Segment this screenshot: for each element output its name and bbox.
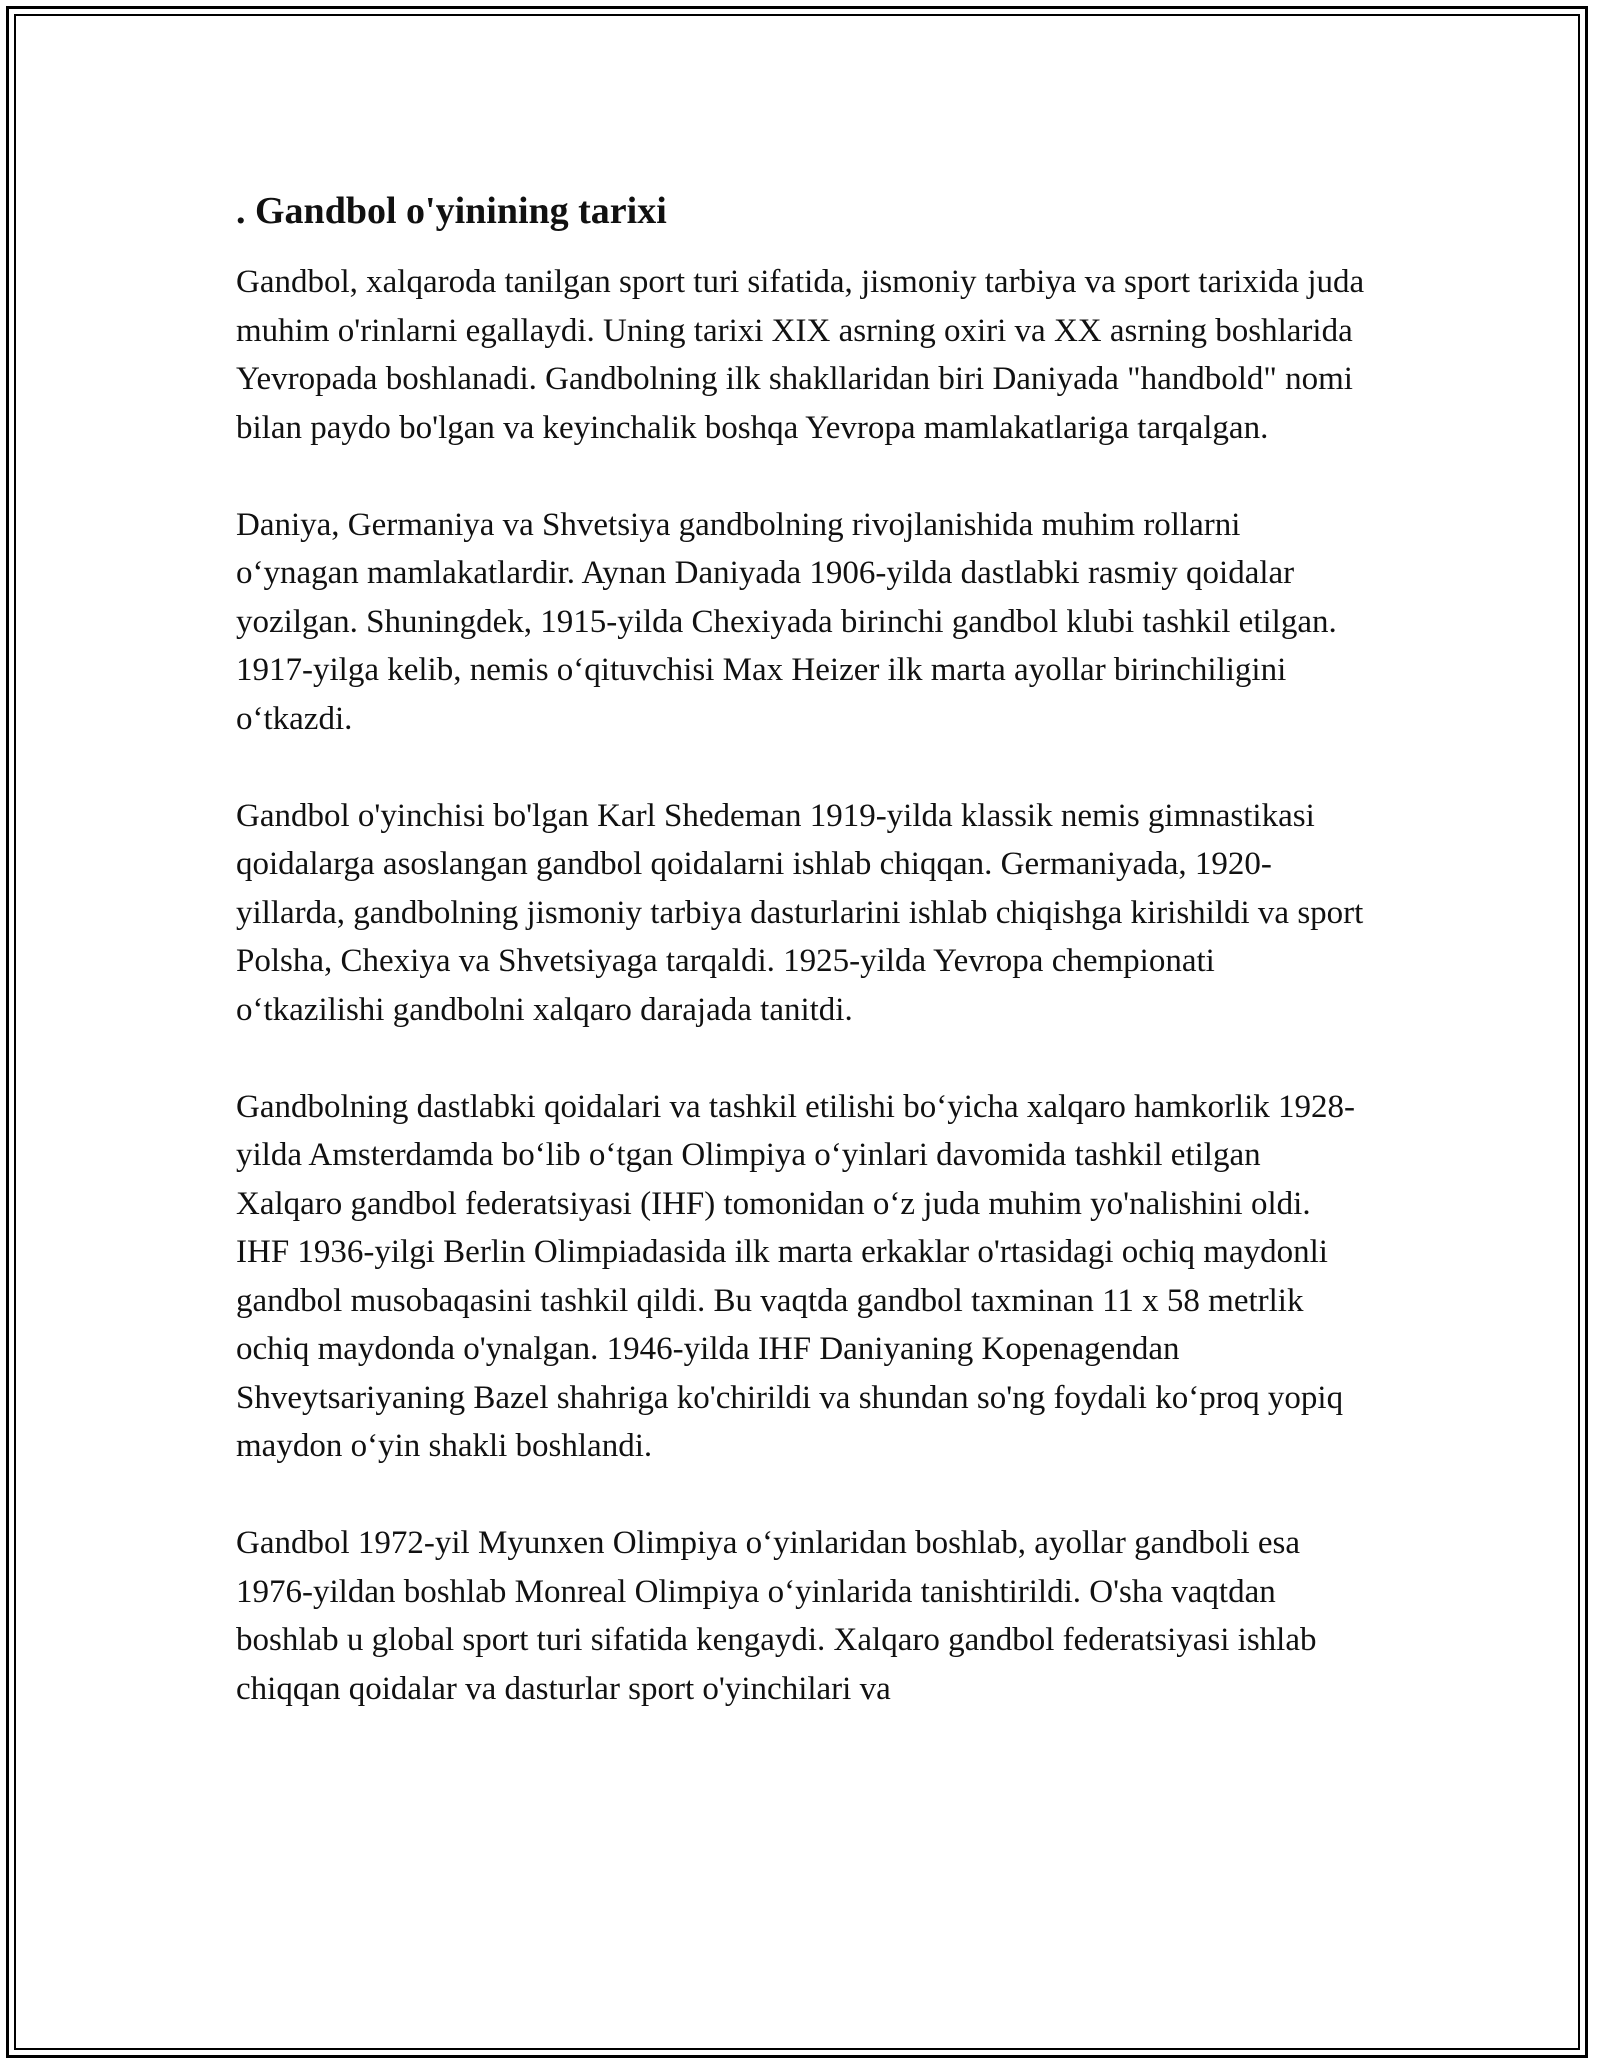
- paragraph-early-countries: Daniya, Germaniya va Shvetsiya gandbolning rivojlanishida muhim rollarni o‘ynagan mamlakatlardir. Aynan Daniyada 1906-yilda dastlabki rasmiy qoidalar yozilgan. Shuningdek, 1915-yilda Chexiyada birinchi gandbol klubi tashkil etilgan. 1917-yilga kelib, nemis o‘qituvchisi Max Heizer ilk marta ayollar birinchiligini o‘tkazdi.: [236, 506, 1337, 737]
- paragraph-rules-development: Gandbol o'yinchisi bo'lgan Karl Shedeman 1919-yilda klassik nemis gimnastikasi qoidalarga asoslangan gandbol qoidalarni ishlab chiqqan. Germaniyada, 1920-yillarda, gandbolning jismoniy tarbiya dasturlarini ishlab chiqishga kirishildi va sport Polsha, Chexiya va Shvetsiyaga tarqaldi. 1925-yilda Yevropa chempionati o‘tkazilishi gandbolni xalqaro darajada tanitdi.: [236, 797, 1364, 1028]
- section-heading: . Gandbol o'yinining tarixi: [236, 190, 667, 232]
- paragraph-olympics: Gandbol 1972-yil Myunxen Olimpiya o‘yinlaridan boshlab, ayollar gandboli esa 1976-yildan boshlab Monreal Olimpiya o‘yinlarida tanishtirildi. O'sha vaqtdan boshlab u global sport turi sifatida kengaydi. Xalqaro gandbol federatsiyasi ishlab chiqqan qoidalar va dasturlar sport o'yinchilari va: [236, 1525, 1317, 1707]
- paragraph-origins: Gandbol, xalqaroda tanilgan sport turi sifatida, jismoniy tarbiya va sport tarixida juda muhim o'rinlarni egallaydi. Uning tarixi XIX asrning oxiri va XX asrning boshlarida Yevropada boshlanadi. Gandbolning ilk shakllaridan biri Daniyada "handbold" nomi bilan paydo bo'lgan va keyinchalik boshqa Yevropa mamlakatlariga tarqalgan.: [236, 264, 1365, 446]
- paragraph-ihf: Gandbolning dastlabki qoidalari va tashkil etilishi bo‘yicha xalqaro hamkorlik 1928-yilda Amsterdamda bo‘lib o‘tgan Olimpiya o‘yinlari davomida tashkil etilgan Xalqaro gandbol federatsiyasi (IHF) tomonidan o‘z juda muhim yo'nalishini oldi. IHF 1936-yilgi Berlin Olimpiadasida ilk marta erkaklar o'rtasidagi ochiq maydonli gandbol musobaqasini tashkil qildi. Bu vaqtda gandbol taxminan 11 x 58 metrlik ochiq maydonda o'ynalgan. 1946-yilda IHF Daniyaning Kopenagendan Shveytsariyaning Bazel shahriga ko'chirildi va shundan so'ng foydali ko‘proq yopiq maydon o‘yin shakli boshlandi.: [236, 1088, 1356, 1464]
- document-body: [236, 186, 1366, 1762]
